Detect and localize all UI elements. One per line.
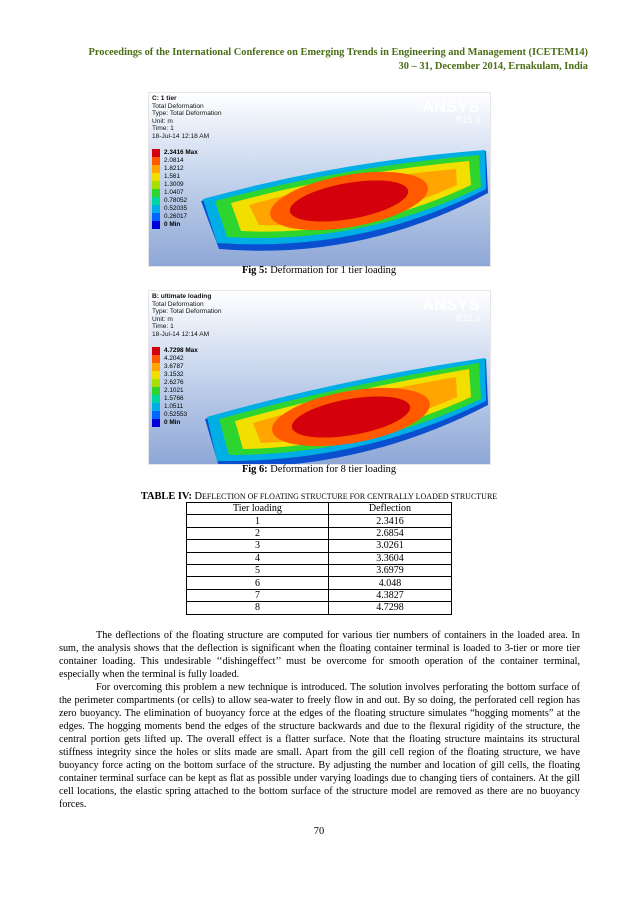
legend-swatch (152, 181, 160, 189)
legend-swatch (152, 403, 160, 411)
legend-swatch (152, 165, 160, 173)
proceedings-header (28, 46, 588, 74)
table-cell: 1 (187, 515, 329, 527)
table-cell: 4.3827 (328, 589, 451, 601)
legend-swatch (152, 347, 160, 355)
fig5-caption-label: Fig 5: (241, 265, 268, 276)
table-cell: 3.6979 (328, 564, 451, 576)
table-cell: 2.6854 (328, 527, 451, 539)
fig6-info-line: Type: Total Deformation (152, 308, 222, 315)
legend-swatch (152, 419, 160, 427)
fig6-deformed-plate (201, 339, 491, 465)
fig5-info-line: Unit: m (152, 117, 173, 125)
legend-value: 4.2042 (164, 355, 184, 362)
fig5-ansys-logo (422, 99, 480, 125)
legend-swatch (152, 411, 160, 419)
fig6-info-line: 18-Jul-14 12:14 AM (152, 330, 210, 338)
table-header-row (187, 503, 452, 515)
legend-swatch (152, 355, 160, 363)
table-caption-text: EFLECTION OF FLOATING STRUCTURE FOR CENTRALLY LOADED STRUCTURE (202, 492, 498, 501)
table-cell: 4.7298 (328, 602, 451, 614)
figure-5-caption (0, 265, 638, 276)
fig5-info-line: Type: Total Deformation (152, 110, 222, 117)
legend-swatch (152, 157, 160, 165)
fig6-ansys-release: R15.0 (455, 313, 480, 323)
legend-value: 0.52553 (164, 411, 188, 418)
legend-value: 1.8212 (164, 165, 184, 172)
table-row (187, 540, 452, 552)
table-cell: 8 (187, 602, 329, 614)
table-cell: 6 (187, 577, 329, 589)
fig5-analysis-title: C: 1 tier (152, 95, 177, 102)
fig6-caption-text: Deformation for 8 tier loading (267, 464, 397, 475)
table-cell: 7 (187, 589, 329, 601)
legend-value: 2.1021 (164, 387, 184, 394)
table-caption-initial: D (194, 491, 203, 502)
legend-value: 1.561 (164, 173, 180, 180)
column-header: Tier loading (187, 503, 329, 515)
table-cell: 4 (187, 552, 329, 564)
table-cell: 3 (187, 540, 329, 552)
table-row (187, 552, 452, 564)
legend-swatch (152, 213, 160, 221)
fig6-info-line: Total Deformation (152, 300, 204, 308)
paragraph: The deflections of the floating structure are computed for various tier numbers of containers in the loaded area. In sum, the analysis shows that the deflection is significant when the floating container terminal is loaded to 3-tier or more tier container loading. This undesirable ‘‘dishingeffect’’ must be overcome for smooth operation of the container terminal, especially when the terminal is fully loaded. (59, 630, 580, 680)
legend-value: 3.1532 (164, 371, 184, 378)
table-cell: 2.3416 (328, 515, 451, 527)
table-caption (0, 491, 638, 502)
legend-min: 0 Min (164, 419, 181, 426)
legend-value: 1.3009 (164, 181, 184, 188)
legend-swatch (152, 221, 160, 229)
legend-value: 1.5766 (164, 395, 184, 402)
legend-swatch (152, 197, 160, 205)
fig5-info-line: Time: 1 (152, 125, 174, 132)
header-line-2: 30 – 31, December 2014, Ernakulam, India (398, 61, 588, 72)
fig6-ansys-logo (422, 297, 480, 323)
legend-swatch (152, 149, 160, 157)
table-row (187, 527, 452, 539)
legend-swatch (152, 205, 160, 213)
legend-value: 2.6276 (164, 379, 184, 386)
paragraph: For overcoming this problem a new technique is introduced. The solution involves perforating the bottom surface of the perimeter compartments (or cells) to allow sea-water to freely flow in and out. By so doing, the perforated cell region has zero buoyancy. The elimination of buoyancy force at the edges of the floating structure simulates “hogging moments” at the edges. The hogging moments bend the edges of the structure backwards and due to the flexural rigidity of the structure, the central portion gets lifted up. The overall effect is a flatter surface. Note that the floating structure maintains its structural stiffness integrity since the holes or slits made are small. Apart from the gill cell region of the floating structure, we have buoyancy force acting on the bottom surface of the structure. By adjusting the number and location of gill cells, the floating container terminal surface can be kept as flat as possible under varying loadings due to changing tiers of containers. At the gill cell locations, the elastic spring attached to the bottom surface of the structure model are removed as there are no buoyancy forces. (59, 682, 580, 810)
legend-swatch (152, 379, 160, 387)
header-line-1: Proceedings of the International Conference on Emerging Trends in Engineering and Management (ICETEM14) (88, 47, 588, 58)
column-header: Deflection (328, 503, 451, 515)
fig5-ansys-brand: ANSYS (422, 99, 480, 116)
legend-swatch (152, 363, 160, 371)
fig6-caption-label: Fig 6: (241, 464, 268, 475)
table-cell: 3.0261 (328, 540, 451, 552)
table-row (187, 577, 452, 589)
table-row (187, 589, 452, 601)
legend-max: 4.7298 Max (164, 347, 198, 354)
legend-swatch (152, 395, 160, 403)
table-row (187, 515, 452, 527)
fig6-info-block (152, 293, 222, 338)
fig6-info-line: Unit: m (152, 315, 173, 323)
deflection-table (186, 502, 452, 615)
legend-value: 0.52035 (164, 205, 188, 212)
fig5-ansys-release: R15.0 (455, 115, 480, 125)
legend-swatch (152, 371, 160, 379)
table-row (187, 564, 452, 576)
fig5-deformed-plate (201, 141, 491, 267)
legend-value: 1.0511 (164, 403, 184, 410)
fig6-analysis-title: B: ultimate loading (152, 293, 212, 300)
legend-min: 0 Min (164, 221, 181, 228)
figure-6-caption (0, 464, 638, 475)
fig6-ansys-brand: ANSYS (422, 297, 480, 314)
body-text (59, 629, 580, 811)
figure-5-image (148, 92, 491, 267)
legend-swatch (152, 173, 160, 181)
fig5-info-line: Total Deformation (152, 102, 204, 110)
figure-6-image (148, 290, 491, 465)
legend-value: 2.0814 (164, 157, 184, 164)
legend-value: 1.0407 (164, 189, 184, 196)
table-cell: 3.3604 (328, 552, 451, 564)
legend-max: 2.3416 Max (164, 149, 198, 156)
legend-value: 3.6787 (164, 363, 184, 370)
legend-value: 0.78052 (164, 197, 188, 204)
table-cell: 5 (187, 564, 329, 576)
fig6-info-line: Time: 1 (152, 323, 174, 330)
legend-swatch (152, 189, 160, 197)
table-row (187, 602, 452, 614)
fig5-info-line: 18-Jul-14 12:18 AM (152, 132, 210, 140)
fig5-contour-legend (152, 149, 198, 229)
legend-swatch (152, 387, 160, 395)
fig5-caption-text: Deformation for 1 tier loading (267, 265, 397, 276)
table-cell: 2 (187, 527, 329, 539)
legend-value: 0.26017 (164, 213, 188, 220)
fig6-contour-legend (152, 347, 198, 427)
fig5-info-block (152, 95, 222, 140)
table-label: TABLE IV: (140, 491, 192, 502)
page-number: 70 (313, 826, 325, 837)
table-cell: 4.048 (328, 577, 451, 589)
